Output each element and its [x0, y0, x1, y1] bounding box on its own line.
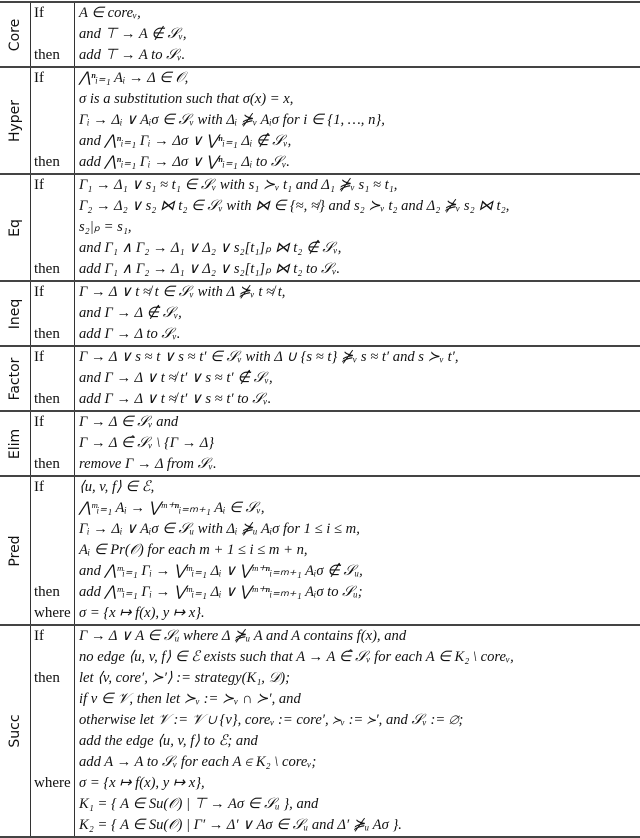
keyword [34, 131, 74, 152]
keyword: where [34, 603, 74, 624]
keyword [34, 647, 74, 668]
keyword [34, 217, 74, 238]
keyword: If [34, 412, 74, 433]
keyword: If [34, 282, 74, 303]
condition-line: and Γ₁ ∧ Γ₂ → Δ₁ ∨ Δ₂ ∨ s₂[t₁]ₚ ⋈ t₂ ∉̂ 𝒮ᵥ, [79, 238, 640, 259]
condition-column [75, 174, 640, 281]
condition-line: Aᵢ ∈ Pr(𝒪) for each m + 1 ≤ i ≤ m + n, [79, 540, 640, 561]
condition-line: and Γ → Δ ∉̂ 𝒮ᵥ, [79, 303, 640, 324]
keyword [34, 815, 74, 836]
condition-line: add the edge ⟨u, v, f⟩ to ℰ; and [79, 731, 640, 752]
condition-line: σ = {x ↦ f(x), y ↦ x}, [79, 773, 640, 794]
keyword [34, 689, 74, 710]
condition-line: remove Γ → Δ from 𝒮ᵥ. [79, 454, 640, 475]
keyword: then [34, 454, 74, 475]
rule-name: Core [7, 18, 23, 50]
condition-line: add Γ → Δ ∨ t ≉ t′ ∨ s ≈ t′ to 𝒮ᵥ. [79, 389, 640, 410]
condition-line: if v ∈ 𝒱, then let ≻ᵥ := ≻ᵥ ∩ ≻′, and [79, 689, 640, 710]
keyword-column [31, 281, 75, 346]
keyword: then [34, 259, 74, 280]
condition-line: ⟨u, v, f⟩ ∈ ℰ, [79, 477, 640, 498]
rule-row-succ [0, 625, 640, 837]
condition-line: and Γ → Δ ∨ t ≉ t′ ∨ s ≈ t′ ∉̂ 𝒮ᵥ, [79, 368, 640, 389]
keyword: If [34, 3, 74, 24]
rule-row-hyper [0, 67, 640, 174]
keyword [34, 303, 74, 324]
keyword: then [34, 389, 74, 410]
rule-name: Hyper [7, 99, 23, 141]
keyword-column [31, 67, 75, 174]
condition-line: add ⋀ⁿᵢ₌₁ Γᵢ → Δσ ∨ ⋁ⁿᵢ₌₁ Δᵢ to 𝒮ᵥ. [79, 152, 640, 173]
keyword [34, 561, 74, 582]
condition-line: add A → A to 𝒮ᵥ for each A ∈ K₂ \ coreᵥ; [79, 752, 640, 773]
condition-line: and ⊤ → A ∉ 𝒮ᵥ, [79, 24, 640, 45]
rule-name: Pred [7, 535, 23, 566]
keyword: then [34, 324, 74, 345]
rule-name: Elim [7, 428, 23, 458]
keyword [34, 110, 74, 131]
keyword [34, 752, 74, 773]
condition-line: Γᵢ → Δᵢ ∨ Aᵢσ ∈ 𝒮ᵥ with Δᵢ ⋡ᵥ Aᵢσ for i ∈ {1, …, n}, [79, 110, 640, 131]
condition-line: ⋀ᵐᵢ₌₁ Aᵢ → ⋁ᵐ⁺ⁿᵢ₌ₘ₊₁ Aᵢ ∈ 𝒮ᵥ, [79, 498, 640, 519]
keyword: then [34, 152, 74, 173]
rule-name: Ineq [7, 298, 23, 329]
keyword: If [34, 68, 74, 89]
condition-line: A ∈ coreᵥ, [79, 3, 640, 24]
condition-line: ⋀ⁿᵢ₌₁ Aᵢ → Δ ∈ 𝒪, [79, 68, 640, 89]
keyword [34, 24, 74, 45]
rule-name-cell [0, 2, 31, 67]
rule-name-cell [0, 174, 31, 281]
condition-column [75, 281, 640, 346]
keyword: If [34, 477, 74, 498]
keyword: If [34, 175, 74, 196]
rule-name: Factor [7, 357, 23, 400]
condition-line: add Γ₁ ∧ Γ₂ → Δ₁ ∨ Δ₂ ∨ s₂[t₁]ₚ ⋈ t₂ to 𝒮ᵥ. [79, 259, 640, 280]
rule-name-cell [0, 476, 31, 625]
rule-name-cell [0, 67, 31, 174]
keyword [34, 794, 74, 815]
condition-line: σ = {x ↦ f(x), y ↦ x}. [79, 603, 640, 624]
keyword-column [31, 346, 75, 411]
rule-row-pred [0, 476, 640, 625]
keyword [34, 89, 74, 110]
rule-name-cell [0, 625, 31, 837]
keyword: then [34, 45, 74, 66]
condition-line: and ⋀ᵐᵢ₌₁ Γᵢ → ⋁ᵐᵢ₌₁ Δᵢ ∨ ⋁ᵐ⁺ⁿᵢ₌ₘ₊₁ Aᵢσ ∉̂ 𝒮ᵤ, [79, 561, 640, 582]
keyword-column [31, 476, 75, 625]
keyword: where [34, 773, 74, 794]
condition-line: Γ → Δ ∈ 𝒮ᵥ and [79, 412, 640, 433]
keyword [34, 710, 74, 731]
keyword-column [31, 411, 75, 476]
condition-column [75, 625, 640, 837]
condition-line: K₁ = { A ∈ Su(𝒪) | ⊤ → Aσ ∈ 𝒮ᵤ }, and [79, 794, 640, 815]
condition-column [75, 476, 640, 625]
condition-line: Γᵢ → Δᵢ ∨ Aᵢσ ∈ 𝒮ᵤ with Δᵢ ⋡ᵤ Aᵢσ for 1 ≤ i ≤ m, [79, 519, 640, 540]
condition-column [75, 67, 640, 174]
condition-line: Γ → Δ ∈̂ 𝒮ᵥ \ {Γ → Δ} [79, 433, 640, 454]
rule-row-elim [0, 411, 640, 476]
rule-name-cell [0, 411, 31, 476]
condition-line: otherwise let 𝒱 := 𝒱 ∪ {v}, coreᵥ := core′, ≻ᵥ := ≻′, and 𝒮ᵥ := ∅; [79, 710, 640, 731]
condition-line: Γ → Δ ∨ A ∈ 𝒮ᵤ where Δ ⋡ᵤ A and A contains f(x), and [79, 626, 640, 647]
condition-line: Γ₂ → Δ₂ ∨ s₂ ⋈ t₂ ∈ 𝒮ᵥ with ⋈ ∈ {≈, ≉} and s₂ ≻ᵥ t₂ and Δ₂ ⋡ᵥ s₂ ⋈ t₂, [79, 196, 640, 217]
keyword: then [34, 582, 74, 603]
condition-column [75, 2, 640, 67]
keyword: If [34, 347, 74, 368]
condition-line: Γ₁ → Δ₁ ∨ s₁ ≈ t₁ ∈ 𝒮ᵥ with s₁ ≻ᵥ t₁ and Δ₁ ⋡ᵥ s₁ ≈ t₁, [79, 175, 640, 196]
keyword [34, 196, 74, 217]
keyword-column [31, 174, 75, 281]
rule-row-ineq [0, 281, 640, 346]
condition-line: add ⋀ᵐᵢ₌₁ Γᵢ → ⋁ᵐᵢ₌₁ Δᵢ ∨ ⋁ᵐ⁺ⁿᵢ₌ₘ₊₁ Aᵢσ to 𝒮ᵤ; [79, 582, 640, 603]
keyword: If [34, 626, 74, 647]
keyword-column [31, 625, 75, 837]
rule-row-factor [0, 346, 640, 411]
condition-line: let ⟨v, core′, ≻′⟩ := strategy(K₁, 𝒟); [79, 668, 640, 689]
condition-column [75, 346, 640, 411]
keyword [34, 368, 74, 389]
condition-line: σ is a substitution such that σ(x) = x, [79, 89, 640, 110]
rule-name-cell [0, 346, 31, 411]
condition-line: add Γ → Δ to 𝒮ᵥ. [79, 324, 640, 345]
rule-name: Succ [7, 714, 23, 747]
keyword-column [31, 2, 75, 67]
keyword [34, 519, 74, 540]
condition-line: add ⊤ → A to 𝒮ᵥ. [79, 45, 640, 66]
inference-rules-table [0, 1, 640, 838]
condition-column [75, 411, 640, 476]
condition-line: Γ → Δ ∨ s ≈ t ∨ s ≈ t′ ∈ 𝒮ᵥ with Δ ∪ {s ≈ t} ⋡ᵥ s ≈ t′ and s ≻ᵥ t′, [79, 347, 640, 368]
rule-row-eq [0, 174, 640, 281]
keyword [34, 238, 74, 259]
keyword [34, 433, 74, 454]
keyword [34, 540, 74, 561]
condition-line: Γ → Δ ∨ t ≉ t ∈ 𝒮ᵥ with Δ ⋡ᵥ t ≉ t, [79, 282, 640, 303]
keyword [34, 498, 74, 519]
condition-line: and ⋀ⁿᵢ₌₁ Γᵢ → Δσ ∨ ⋁ⁿᵢ₌₁ Δᵢ ∉̂ 𝒮ᵥ, [79, 131, 640, 152]
rule-name-cell [0, 281, 31, 346]
keyword: then [34, 668, 74, 689]
rule-name: Eq [7, 219, 23, 237]
condition-line: s₂|ₚ = s₁, [79, 217, 640, 238]
keyword [34, 731, 74, 752]
condition-line: K₂ = { A ∈ Su(𝒪) | Γ′ → Δ′ ∨ Aσ ∈ 𝒮ᵤ and Δ′ ⋡ᵤ Aσ }. [79, 815, 640, 836]
rule-row-core [0, 2, 640, 67]
condition-line: no edge ⟨u, v, f⟩ ∈ ℰ exists such that A → A ∈̂ 𝒮ᵥ for each A ∈ K₂ \ coreᵥ, [79, 647, 640, 668]
